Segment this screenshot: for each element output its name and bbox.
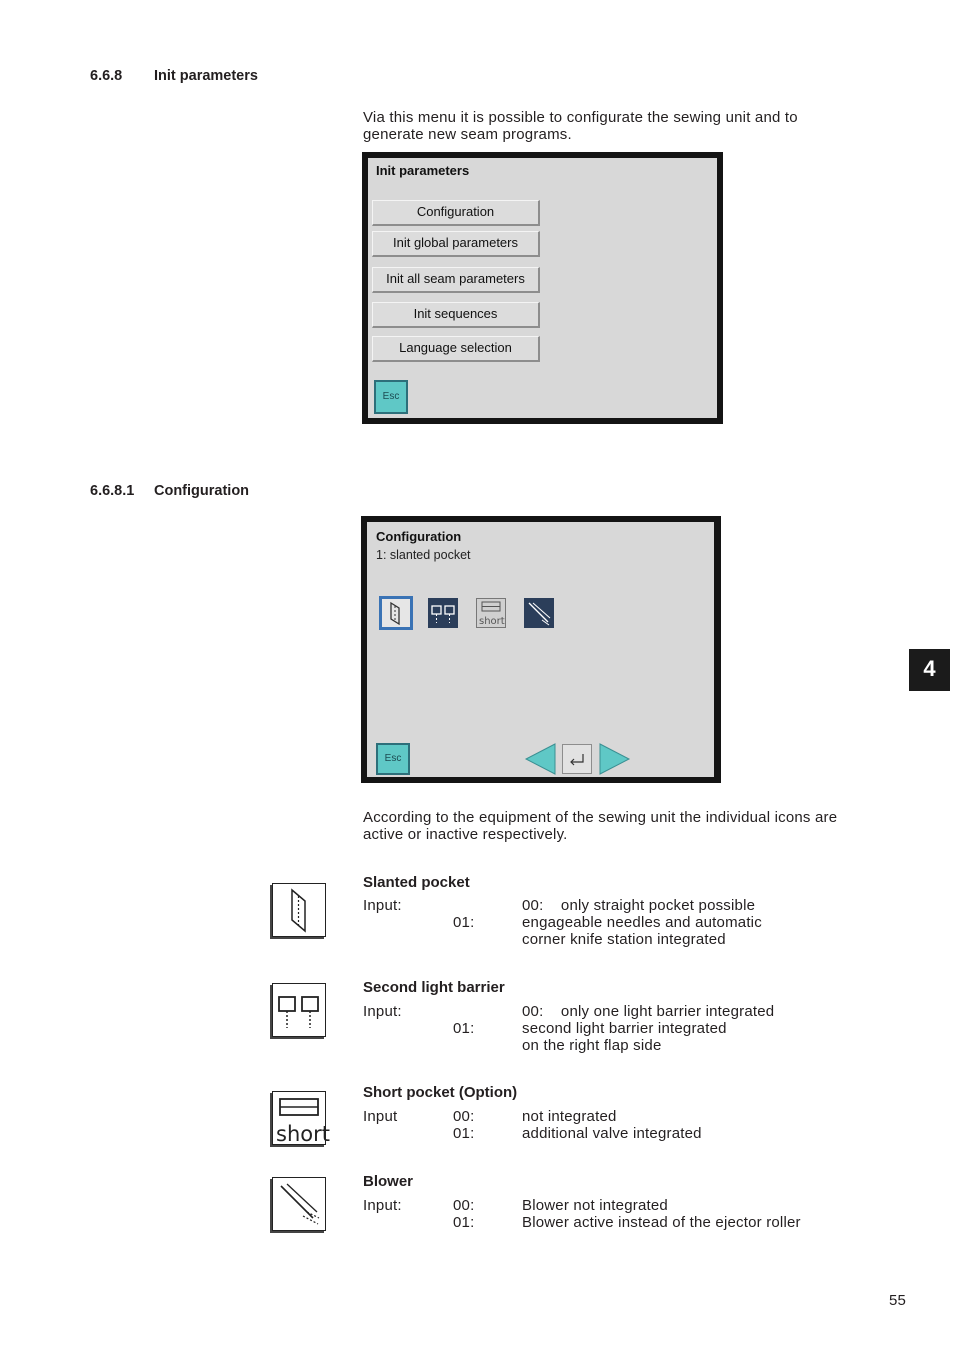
item-row-text: engageable needles and automatic: [522, 914, 762, 931]
item-row-code: 00:: [453, 1108, 475, 1125]
init-screen-title: Init parameters: [376, 163, 470, 178]
configuration-button[interactable]: Configuration: [372, 200, 540, 226]
light-barrier-icon[interactable]: [428, 598, 458, 628]
slanted-pocket-icon: [272, 883, 326, 937]
blower-icon: [272, 1177, 326, 1231]
item-row-text: corner knife station integrated: [522, 931, 726, 948]
esc-button[interactable]: Esc: [376, 743, 410, 775]
section-heading-config: [90, 483, 250, 499]
intro-line-2: generate new seam programs.: [363, 126, 572, 143]
page-number: 55: [889, 1292, 907, 1309]
configuration-screen: [361, 516, 721, 783]
item-row-text: 00: only straight pocket possible: [522, 897, 756, 914]
short-icon-label: short: [276, 1122, 330, 1146]
short-icon-label: short: [479, 616, 505, 627]
enter-icon: [563, 745, 591, 773]
equipment-paragraph: [363, 809, 923, 843]
init-all-seam-parameters-button[interactable]: Init all seam parameters: [372, 267, 540, 293]
section-title: Configuration: [154, 483, 250, 499]
item-input-label: Input: [363, 1108, 398, 1125]
init-global-parameters-button[interactable]: Init global parameters: [372, 231, 540, 257]
chapter-tab: 4: [909, 649, 950, 691]
section-title: Init parameters: [154, 68, 258, 84]
config-screen-subtitle: 1: slanted pocket: [376, 548, 471, 562]
item-input-label: Input:: [363, 897, 402, 914]
short-pocket-icon: [272, 1091, 330, 1146]
item-row-text: Blower active instead of the ejector roller: [522, 1214, 801, 1231]
item-row-code: 01:: [453, 1214, 475, 1231]
item-row-code: 01:: [453, 1020, 475, 1037]
equipment-line-2: active or inactive respectively.: [363, 826, 568, 843]
item-row-text: additional valve integrated: [522, 1125, 702, 1142]
item-row-code: 01:: [453, 1125, 475, 1142]
item-title: Blower: [363, 1173, 414, 1190]
equipment-line-1: According to the equipment of the sewing unit the individual icons are: [363, 809, 838, 826]
item-input-label: Input:: [363, 1197, 402, 1214]
language-selection-button[interactable]: Language selection: [372, 336, 540, 362]
light-barrier-icon: [272, 983, 326, 1037]
section-number: 6.6.8: [90, 68, 123, 84]
config-screen-title: Configuration: [376, 529, 462, 544]
previous-arrow-icon[interactable]: [524, 742, 558, 776]
init-parameters-screen: [362, 152, 723, 424]
item-title: Slanted pocket: [363, 874, 470, 891]
section-number: 6.6.8.1: [90, 483, 135, 499]
intro-paragraph: [363, 109, 923, 143]
item-row-text: Blower not integrated: [522, 1197, 668, 1214]
init-screen-display: [368, 158, 717, 418]
next-arrow-icon[interactable]: [597, 742, 631, 776]
config-screen-display: [367, 522, 714, 777]
section-heading-init: [90, 68, 258, 84]
esc-button[interactable]: Esc: [374, 380, 408, 414]
enter-button[interactable]: [562, 744, 592, 774]
slanted-pocket-icon[interactable]: [379, 596, 413, 630]
item-row-code: 00:: [453, 1197, 475, 1214]
item-row-text: not integrated: [522, 1108, 617, 1125]
intro-line-1: Via this menu it is possible to configurate the sewing unit and to: [363, 109, 798, 126]
item-row-text: second light barrier integrated: [522, 1020, 727, 1037]
item-row-text: 00: only one light barrier integrated: [522, 1003, 775, 1020]
init-sequences-button[interactable]: Init sequences: [372, 302, 540, 328]
blower-icon[interactable]: [524, 598, 554, 628]
item-row-code: 01:: [453, 914, 475, 931]
item-title: Second light barrier: [363, 979, 505, 996]
short-pocket-icon[interactable]: [476, 598, 506, 628]
item-row-text: on the right flap side: [522, 1037, 662, 1054]
item-input-label: Input:: [363, 1003, 402, 1020]
item-title: Short pocket (Option): [363, 1084, 518, 1101]
